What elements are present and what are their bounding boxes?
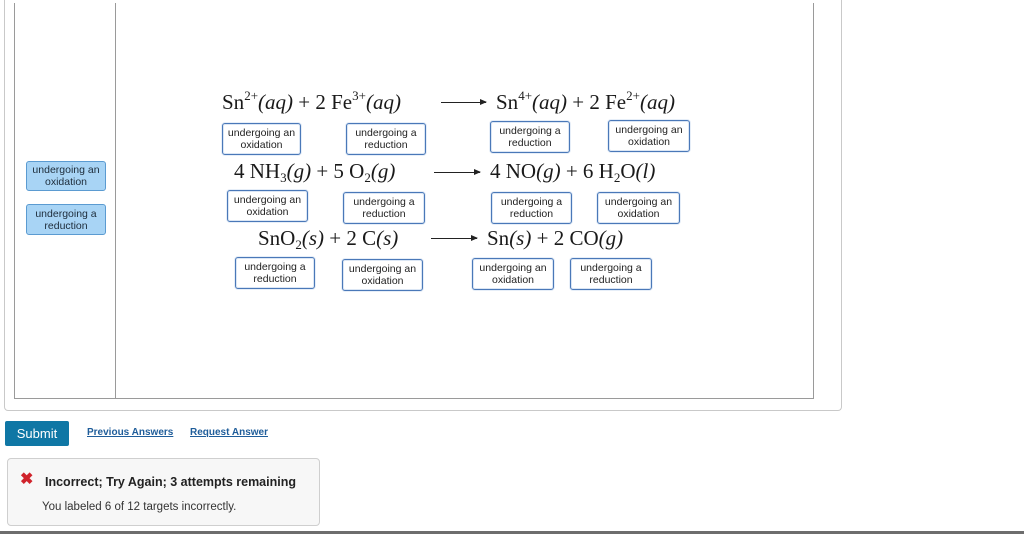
target-r1-1[interactable]: undergoing an oxidation: [222, 123, 301, 155]
target-r3-3[interactable]: undergoing an oxidation: [472, 258, 554, 290]
reaction-arrow-3: [431, 238, 477, 239]
feedback-message: You labeled 6 of 12 targets incorrectly.: [42, 501, 237, 513]
reaction-arrow-1: [441, 102, 486, 103]
previous-answers-link[interactable]: Previous Answers: [87, 427, 174, 438]
request-answer-link[interactable]: Request Answer: [190, 427, 268, 438]
target-r2-4[interactable]: undergoing an oxidation: [597, 192, 680, 224]
feedback-title: Incorrect; Try Again; 3 attempts remaining: [45, 475, 296, 489]
target-r2-1[interactable]: undergoing an oxidation: [227, 190, 308, 222]
equation-1-reactants: $Sn^{2+}(aq) + 2$ $Fe^{3+}(aq)$: [222, 88, 401, 114]
bank-label-oxidation[interactable]: undergoing an oxidation: [26, 161, 106, 191]
equation-3-products: Sn(s) + 2 CO(g): [487, 226, 624, 250]
bank-label-reduction[interactable]: undergoing a reduction: [26, 204, 106, 235]
reaction-arrow-2: [434, 172, 480, 173]
equation-1-products: $Sn^{4+}(aq) + 2$ $Fe^{2+}(aq)$: [496, 88, 675, 114]
equation-2-products: 4 NO(g) + 6 $H_2O(l)$: [490, 159, 656, 185]
target-r2-3[interactable]: undergoing a reduction: [491, 192, 572, 224]
target-r1-2[interactable]: undergoing a reduction: [346, 123, 426, 155]
equation-2-reactants: 4 $NH_3(g) + 5$ $O_2(g)$: [234, 159, 396, 185]
target-r1-3[interactable]: undergoing a reduction: [490, 121, 570, 153]
error-x-icon: ✖: [20, 471, 34, 488]
target-r3-2[interactable]: undergoing an oxidation: [342, 259, 423, 291]
target-r3-1[interactable]: undergoing a reduction: [235, 257, 315, 289]
submit-button[interactable]: Submit: [5, 421, 69, 446]
target-r3-4[interactable]: undergoing a reduction: [570, 258, 652, 290]
feedback-panel: [7, 458, 320, 526]
target-r1-4[interactable]: undergoing an oxidation: [608, 120, 690, 152]
target-r2-2[interactable]: undergoing a reduction: [343, 192, 425, 224]
label-bank-divider: [115, 3, 116, 398]
equation-3-reactants: SnO$_2$(s) + 2 C(s): [258, 226, 399, 252]
